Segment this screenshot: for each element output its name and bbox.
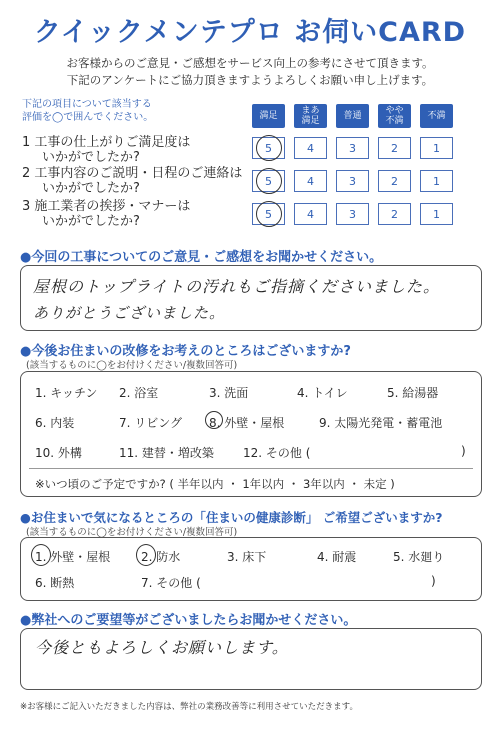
q1-rating-2[interactable]: 2 [378, 137, 411, 159]
q2-selected-circle [256, 168, 282, 194]
section4-title: ●弊社へのご要望等がございましたらお聞かせください。 [20, 613, 357, 628]
section1-answer-line-1: 屋根のトップライトの汚れもご指摘くださいました。 [33, 277, 441, 296]
checkup-option-7-close: ) [431, 574, 436, 588]
renovation-option-3[interactable]: 3. 洗面 [209, 386, 249, 400]
checkup-option-4[interactable]: 4. 耐震 [317, 550, 357, 564]
question-1-line-2: いかがでしたか? [42, 150, 140, 165]
renovation-option-11[interactable]: 11. 建替・増改築 [119, 446, 214, 460]
footer-note: ※お客様にご記入いただきました内容は、弊社の業務改善等に利用させていただきます。 [20, 702, 358, 712]
section1-answer-line-2: ありがとうございました。 [33, 304, 226, 322]
section3-sub: (該当するものに◯をお付けください/複数回答可) [26, 527, 238, 538]
checkup-option-5[interactable]: 5. 水廻り [393, 550, 445, 564]
question-3-line-1: 3 施工業者の挨拶・マナーは [22, 199, 191, 214]
renovation-option-10[interactable]: 10. 外構 [35, 446, 82, 460]
card-title: クイックメンテプロ お伺いCARD [33, 17, 467, 48]
rating-note-line-1: 下記の項目について該当する [22, 99, 152, 110]
rating-header-very-unsatisfied: 不満 [420, 104, 453, 128]
q2-rating-5[interactable]: 5 [252, 170, 285, 192]
section3-title: ●お住まいで気になるところの「住まいの健康診断」 ご希望ございますか? [20, 510, 443, 525]
intro-line-2: 下記のアンケートにご協力頂きますようよろしくお願い申し上げます。 [66, 73, 434, 87]
q3-rating-1[interactable]: 1 [420, 203, 453, 225]
q3-rating-5[interactable]: 5 [252, 203, 285, 225]
rating-header-unsatisfied: やや 不満 [378, 104, 411, 128]
renovation-option-6[interactable]: 6. 内装 [35, 416, 75, 430]
q2-rating-4[interactable]: 4 [294, 170, 327, 192]
renovation-option-12[interactable]: 12. その他 ( [243, 446, 311, 460]
renovation-option-1[interactable]: 1. キッチン [35, 386, 98, 400]
q2-rating-1[interactable]: 1 [420, 170, 453, 192]
renovation-option-12-close: ) [461, 444, 466, 458]
question-2-line-2: いかがでしたか? [42, 181, 140, 196]
checkup-option-2[interactable]: 2. 防水 [141, 550, 181, 564]
q3-rating-4[interactable]: 4 [294, 203, 327, 225]
rating-header-very-satisfied: 満足 [252, 104, 285, 128]
renovation-selected-circle [205, 411, 223, 429]
renovation-option-5[interactable]: 5. 給湯器 [387, 386, 439, 400]
renovation-option-7[interactable]: 7. リビング [119, 416, 183, 430]
q1-selected-circle [256, 135, 282, 161]
checkup-option-6[interactable]: 6. 断熱 [35, 576, 75, 590]
section4-answer-box[interactable] [20, 628, 482, 690]
section4-answer: 今後ともよろしくお願いします。 [35, 638, 289, 657]
rating-header-neutral: 普通 [336, 104, 369, 128]
section2-title: ●今後お住まいの改修をお考えのところはございますか? [20, 344, 351, 359]
intro-line-1: お客様からのご意見・ご感想をサービス向上の参考にさせて頂きます。 [66, 56, 434, 70]
q3-rating-3[interactable]: 3 [336, 203, 369, 225]
q2-rating-3[interactable]: 3 [336, 170, 369, 192]
checkup-option-1[interactable]: 1. 外壁・屋根 [35, 550, 111, 564]
q1-rating-1[interactable]: 1 [420, 137, 453, 159]
divider [29, 468, 473, 469]
checkup-option-7[interactable]: 7. その他 ( [141, 576, 201, 590]
q3-rating-2[interactable]: 2 [378, 203, 411, 225]
section2-options-box [20, 371, 482, 497]
renovation-option-2[interactable]: 2. 浴室 [119, 386, 159, 400]
question-1-line-1: 1 工事の仕上がりご満足度は [22, 135, 191, 150]
rating-note-line-2: 評価を◯で囲んでください。 [22, 112, 154, 123]
q1-rating-4[interactable]: 4 [294, 137, 327, 159]
renovation-timing[interactable]: ※いつ頃のご予定ですか? ( 半年以内 ・ 1年以内 ・ 3年以内 ・ 未定 ) [35, 477, 395, 491]
q1-rating-3[interactable]: 3 [336, 137, 369, 159]
question-2-line-1: 2 工事内容のご説明・日程のご連絡は [22, 166, 243, 181]
renovation-option-8[interactable]: 8. 外壁・屋根 [209, 416, 285, 430]
question-3-line-2: いかがでしたか? [42, 214, 140, 229]
section3-options-box [20, 537, 482, 601]
section2-sub: (該当するものに◯をお付けください/複数回答可) [26, 360, 238, 371]
section1-title: ●今回の工事についてのご意見・ご感想をお聞かせください。 [20, 250, 383, 265]
q2-rating-2[interactable]: 2 [378, 170, 411, 192]
section1-answer-box[interactable] [20, 265, 482, 331]
checkup-option-3[interactable]: 3. 床下 [227, 550, 267, 564]
renovation-option-4[interactable]: 4. トイレ [297, 386, 348, 400]
renovation-option-9[interactable]: 9. 太陽光発電・蓄電池 [319, 416, 443, 430]
rating-header-satisfied: まあ 満足 [294, 104, 327, 128]
q1-rating-5[interactable]: 5 [252, 137, 285, 159]
checkup-selected-circle-1 [31, 544, 51, 566]
q3-selected-circle [256, 201, 282, 227]
checkup-selected-circle-2 [136, 544, 156, 566]
